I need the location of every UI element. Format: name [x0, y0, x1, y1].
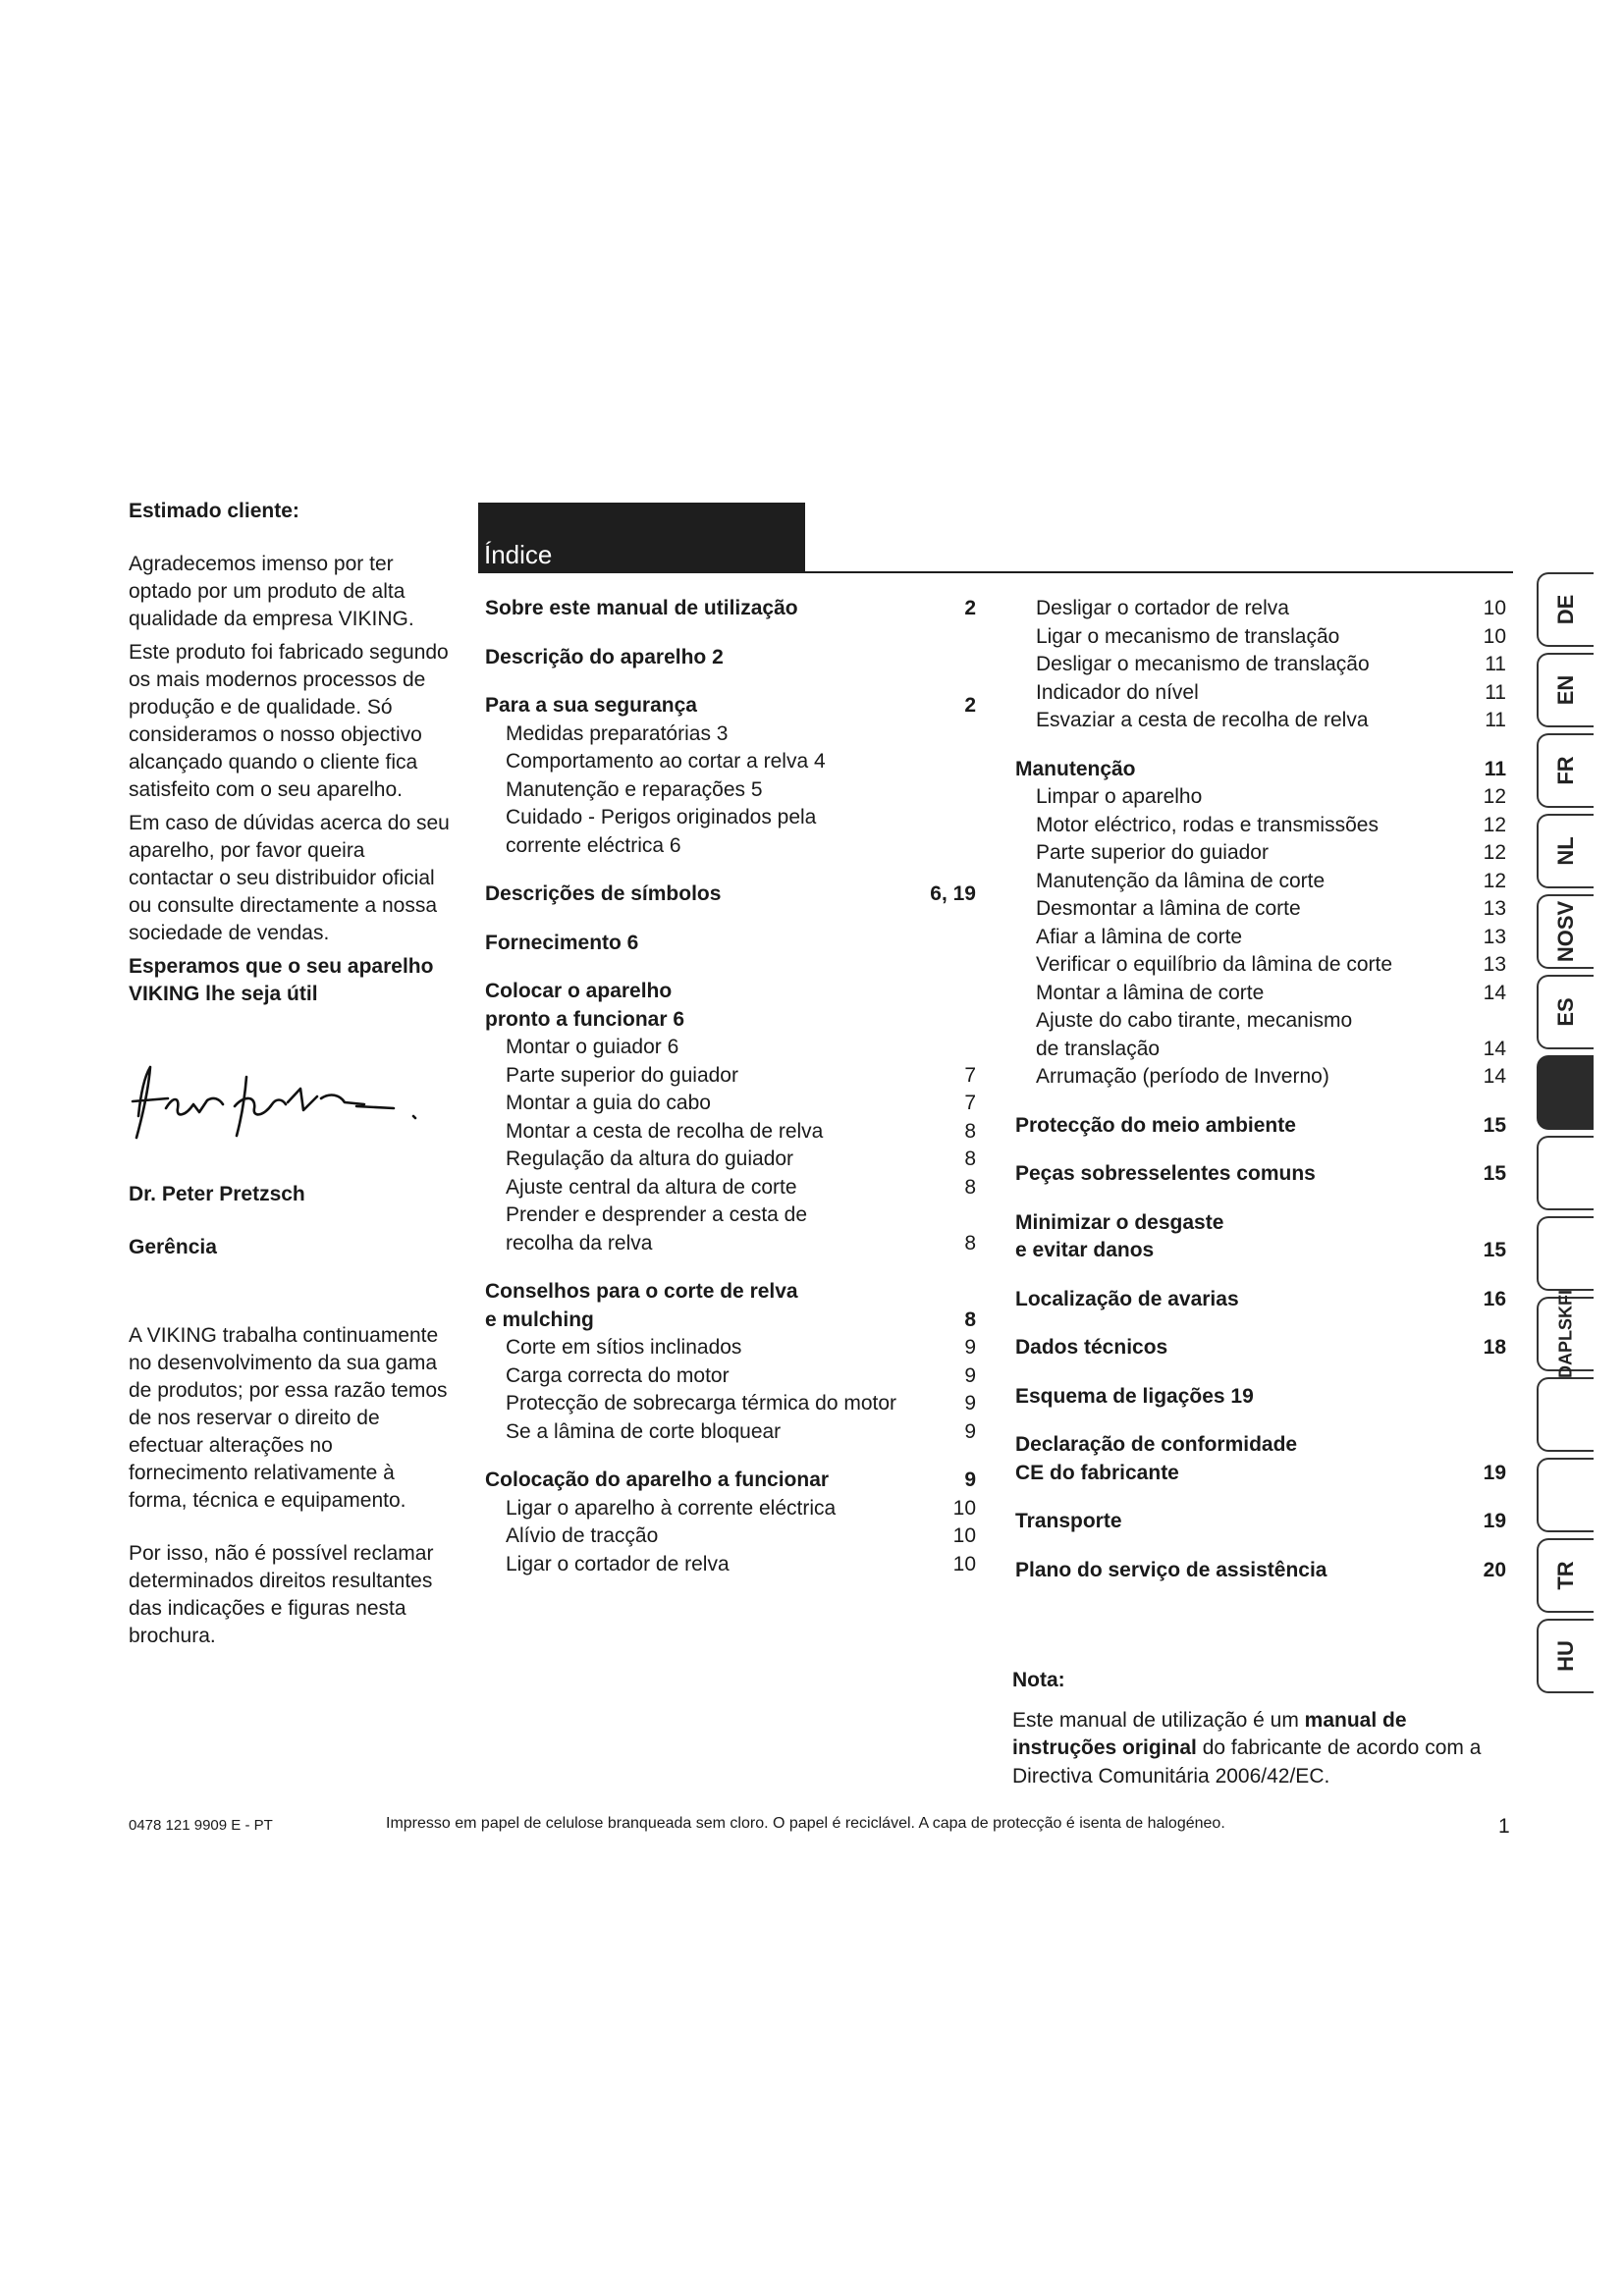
- toc-entry-label: Afiar a lâmina de corte: [1036, 925, 1243, 948]
- letter-paragraph-5: Por isso, não é possível reclamar determinados direitos resultantes das indicações e figuras nesta brochura.: [129, 1542, 434, 1647]
- toc-entry[interactable]: [1015, 1334, 1506, 1362]
- toc-entry-label: Desligar o mecanismo de translação: [1036, 653, 1370, 675]
- toc-entry-page: 11: [1485, 709, 1506, 731]
- toc-entry-page: 14: [1483, 981, 1506, 1004]
- toc-entry[interactable]: [1015, 1036, 1506, 1064]
- toc-entry-label: e mulching: [485, 1308, 594, 1331]
- toc-entry[interactable]: [485, 721, 976, 749]
- toc-entry-label: Sobre este manual de utilização: [485, 597, 798, 619]
- toc-entry[interactable]: [1015, 1007, 1506, 1036]
- toc-entry[interactable]: [485, 595, 976, 623]
- toc-entry[interactable]: [1015, 868, 1506, 896]
- toc-entry[interactable]: [1015, 951, 1506, 980]
- language-tab[interactable]: [1537, 572, 1594, 647]
- toc-entry-label: CE do fabricante: [1015, 1461, 1179, 1484]
- toc-entry-label: Desmontar a lâmina de corte: [1036, 897, 1301, 920]
- toc-entry[interactable]: [485, 1495, 976, 1523]
- toc-entry[interactable]: [1015, 1508, 1506, 1536]
- toc-entry-label: Plano do serviço de assistência: [1015, 1558, 1327, 1581]
- toc-entry-label: Ligar o aparelho à corrente eléctrica: [506, 1496, 837, 1520]
- toc-entry-label: Esquema de ligações 19: [1015, 1384, 1254, 1408]
- language-tab-label: EN: [1553, 674, 1578, 706]
- toc-entry[interactable]: [485, 832, 976, 861]
- toc-entry-page: 8: [964, 1148, 976, 1170]
- toc-entry-label: Colocação do aparelho a funcionar: [485, 1468, 830, 1491]
- toc-entry-label: Ligar o mecanismo de translação: [1036, 624, 1340, 648]
- toc-entry-page: 19: [1483, 1510, 1506, 1532]
- toc-entry[interactable]: [485, 1201, 976, 1230]
- toc-entry-label: corrente eléctrica 6: [506, 833, 681, 857]
- toc-entry[interactable]: [1015, 895, 1506, 924]
- toc-entry[interactable]: [1015, 1112, 1506, 1141]
- toc-entry[interactable]: [485, 1334, 976, 1362]
- toc-entry-label: Descrições de símbolos: [485, 882, 722, 905]
- index-rule: [478, 571, 1513, 573]
- toc-entry[interactable]: [1015, 980, 1506, 1008]
- toc-entry-page: 14: [1483, 1065, 1506, 1088]
- toc-entry[interactable]: [485, 1278, 976, 1307]
- toc-entry-label: Montar a guia do cabo: [506, 1092, 711, 1114]
- language-tab[interactable]: [1537, 1216, 1594, 1291]
- language-tab[interactable]: [1537, 1377, 1594, 1452]
- toc-entry[interactable]: [485, 1551, 976, 1579]
- toc-entry-label: Declaração de conformidade: [1015, 1433, 1298, 1456]
- toc-entry-label: Para a sua segurança: [485, 694, 697, 717]
- toc-entry[interactable]: [485, 748, 976, 776]
- toc-entry[interactable]: [485, 1362, 976, 1391]
- toc-entry-page: 9: [964, 1468, 976, 1491]
- toc-entry[interactable]: [485, 692, 976, 721]
- language-tab[interactable]: [1537, 653, 1594, 727]
- toc-entry[interactable]: [485, 1230, 976, 1258]
- toc-entry-label: Ligar o cortador de relva: [506, 1552, 730, 1575]
- toc-entry[interactable]: [1015, 1431, 1506, 1460]
- toc-entry-page: 13: [1483, 897, 1506, 920]
- toc-entry-page: 9: [964, 1336, 976, 1359]
- toc-entry-page: 8: [964, 1231, 976, 1255]
- toc-entry-label: Se a lâmina de corte bloquear: [506, 1419, 782, 1443]
- document-code: 0478 121 9909 E - PT: [129, 1817, 273, 1834]
- greeting: Estimado cliente:: [129, 500, 299, 522]
- language-tab-label: NOSV: [1553, 900, 1578, 963]
- toc-entry[interactable]: [1015, 651, 1506, 679]
- toc-entry[interactable]: [485, 978, 976, 1006]
- toc-entry-page: 15: [1483, 1239, 1506, 1261]
- toc-entry-page: 16: [1483, 1287, 1506, 1310]
- language-tab[interactable]: [1537, 1055, 1594, 1130]
- toc-entry-label: Protecção de sobrecarga térmica do motor: [506, 1392, 897, 1415]
- toc-entry[interactable]: [1015, 595, 1506, 623]
- toc-entry-label: Corte em sítios inclinados: [506, 1336, 742, 1359]
- toc-entry-page: 10: [1483, 624, 1506, 648]
- toc-entry-label: Esvaziar a cesta de recolha de relva: [1036, 709, 1369, 731]
- language-tab[interactable]: [1537, 733, 1594, 808]
- language-tab-label: TR: [1553, 1561, 1578, 1590]
- letter-paragraph-3: Em caso de dúvidas acerca do seu aparelho, por favor queira contactar o seu distribuidor oficial ou consulte directamente a nossa sociedade de vendas.: [129, 812, 450, 944]
- toc-entry-page: 8: [964, 1308, 976, 1331]
- toc-entry-page: 19: [1483, 1461, 1506, 1484]
- toc-entry[interactable]: [1015, 756, 1506, 784]
- toc-entry[interactable]: [1015, 1160, 1506, 1189]
- toc-entry-label: Localização de avarias: [1015, 1287, 1239, 1310]
- toc-entry-page: 6, 19: [930, 882, 976, 905]
- language-tab-label: HU: [1553, 1640, 1578, 1672]
- toc-entry[interactable]: [1015, 1286, 1506, 1314]
- toc-entry-label: Parte superior do guiador: [506, 1063, 738, 1087]
- language-tab[interactable]: [1537, 975, 1594, 1049]
- toc-entry-label: Parte superior do guiador: [1036, 841, 1269, 864]
- toc-entry[interactable]: [485, 1006, 976, 1035]
- toc-entry-label: Minimizar o desgaste: [1015, 1210, 1224, 1234]
- signature-image: [129, 1047, 462, 1146]
- toc-entry[interactable]: [1015, 1383, 1506, 1412]
- toc-entry-page: 11: [1485, 653, 1506, 675]
- toc-column-1: [485, 595, 976, 1578]
- letter-closing: Esperamos que o seu aparelho VIKING lhe seja útil: [129, 955, 434, 1005]
- intro-letter: [129, 498, 455, 1656]
- toc-entry[interactable]: [485, 1467, 976, 1495]
- toc-entry[interactable]: [485, 1062, 976, 1091]
- toc-entry-page: 13: [1483, 953, 1506, 976]
- toc-entry[interactable]: [1015, 1209, 1506, 1238]
- toc-column-2: [1015, 595, 1506, 1584]
- toc-entry-page: 10: [952, 1496, 976, 1520]
- toc-entry[interactable]: [1015, 1460, 1506, 1488]
- toc-entry[interactable]: [1015, 812, 1506, 840]
- toc-entry-label: e evitar danos: [1015, 1239, 1155, 1261]
- toc-entry[interactable]: [485, 881, 976, 909]
- toc-entry-label: Indicador do nível: [1036, 680, 1199, 704]
- toc-entry[interactable]: [485, 1118, 976, 1147]
- toc-entry[interactable]: [1015, 707, 1506, 735]
- toc-entry-page: 7: [964, 1092, 976, 1114]
- toc-entry[interactable]: [485, 1174, 976, 1202]
- toc-entry-label: Montar o guiador 6: [506, 1036, 679, 1058]
- toc-entry[interactable]: [485, 1307, 976, 1335]
- language-tab[interactable]: [1537, 814, 1594, 888]
- toc-entry-label: Transporte: [1015, 1510, 1122, 1532]
- toc-entry[interactable]: [485, 644, 976, 672]
- toc-entry[interactable]: [485, 776, 976, 805]
- toc-entry-page: 9: [964, 1363, 976, 1387]
- toc-entry[interactable]: [1015, 839, 1506, 868]
- toc-entry-label: pronto a funcionar 6: [485, 1007, 685, 1031]
- toc-entry[interactable]: [485, 1418, 976, 1447]
- toc-entry-label: de translação: [1036, 1037, 1161, 1060]
- toc-entry-label: Regulação da altura do guiador: [506, 1148, 794, 1170]
- toc-entry[interactable]: [1015, 924, 1506, 952]
- toc-entry-label: Montar a cesta de recolha de relva: [506, 1119, 824, 1143]
- toc-entry[interactable]: [485, 1146, 976, 1174]
- toc-entry-page: 10: [1483, 597, 1506, 619]
- toc-entry-page: 8: [964, 1175, 976, 1199]
- toc-entry[interactable]: [485, 804, 976, 832]
- toc-entry-label: Manutenção da lâmina de corte: [1036, 869, 1326, 892]
- toc-entry-page: 15: [1483, 1113, 1506, 1137]
- toc-entry-page: 7: [964, 1063, 976, 1087]
- toc-entry-label: Comportamento ao cortar a relva 4: [506, 750, 826, 773]
- toc-entry-page: 11: [1485, 680, 1506, 704]
- page-number: 1: [1498, 1815, 1510, 1838]
- language-tab[interactable]: [1537, 1290, 1594, 1378]
- toc-entry[interactable]: [485, 1034, 976, 1062]
- language-tab[interactable]: [1537, 1458, 1594, 1532]
- toc-entry-page: 8: [964, 1119, 976, 1143]
- letter-paragraph-2: Este produto foi fabricado segundo os mais modernos processos de produção e de qualidade. Só consideramos o nosso objectivo alcançado quando o cliente fica satisfeito com o seu aparelho.: [129, 641, 449, 801]
- toc-entry-label: Prender e desprender a cesta de: [506, 1203, 808, 1226]
- toc-entry-page: 20: [1483, 1558, 1506, 1581]
- toc-entry[interactable]: [1015, 623, 1506, 652]
- signer-name: Dr. Peter Pretzsch: [129, 1183, 305, 1205]
- index-heading-tab: [478, 503, 805, 573]
- footer-note: Impresso em papel de celulose branqueada sem cloro. O papel é reciclável. A capa de protecção é isenta de halogéneo.: [386, 1815, 1225, 1832]
- toc-entry-label: Peças sobresselentes comuns: [1015, 1162, 1316, 1185]
- toc-entry-page: 2: [964, 694, 976, 717]
- toc-entry[interactable]: [485, 1390, 976, 1418]
- toc-entry[interactable]: [1015, 1063, 1506, 1092]
- toc-entry-label: Verificar o equilíbrio da lâmina de corte: [1036, 953, 1393, 976]
- toc-entry-label: Desligar o cortador de relva: [1036, 597, 1289, 619]
- toc-entry[interactable]: [485, 1522, 976, 1551]
- toc-entry-label: Manutenção: [1015, 757, 1136, 780]
- toc-entry-page: 9: [964, 1419, 976, 1443]
- toc-entry-label: Protecção do meio ambiente: [1015, 1113, 1296, 1137]
- toc-entry-page: 10: [952, 1552, 976, 1575]
- toc-entry-page: 13: [1483, 925, 1506, 948]
- toc-entry-page: 12: [1483, 813, 1506, 836]
- toc-entry-page: 12: [1483, 841, 1506, 864]
- toc-entry-page: 14: [1483, 1037, 1506, 1060]
- language-tab-label: NL: [1553, 836, 1578, 866]
- toc-entry-label: Dados técnicos: [1015, 1336, 1168, 1359]
- language-tab[interactable]: [1537, 894, 1594, 969]
- index-title: Índice: [484, 540, 553, 569]
- signer-role: Gerência: [129, 1236, 217, 1258]
- toc-entry-label: Conselhos para o corte de relva: [485, 1280, 798, 1303]
- toc-entry-page: 15: [1483, 1162, 1506, 1185]
- toc-entry-label: Montar a lâmina de corte: [1036, 981, 1265, 1004]
- toc-entry-label: Carga correcta do motor: [506, 1363, 730, 1387]
- toc-entry-label: Colocar o aparelho: [485, 980, 673, 1002]
- language-tab-label: DAPLSKFI: [1555, 1290, 1576, 1378]
- language-tab[interactable]: [1537, 1538, 1594, 1613]
- toc-entry-page: 2: [964, 597, 976, 619]
- toc-entry-label: Descrição do aparelho 2: [485, 645, 724, 668]
- toc-entry-label: Medidas preparatórias 3: [506, 721, 729, 745]
- toc-entry-label: Cuidado - Perigos originados pela: [506, 806, 817, 828]
- toc-entry-label: Arrumação (período de Inverno): [1036, 1065, 1329, 1088]
- toc-entry-label: Ajuste do cabo tirante, mecanismo: [1036, 1009, 1353, 1032]
- language-tab[interactable]: [1537, 1619, 1594, 1693]
- note-box: [1012, 1667, 1503, 1790]
- toc-entry-page: 11: [1484, 757, 1506, 780]
- toc-entry-label: Limpar o aparelho: [1036, 785, 1203, 808]
- letter-paragraph-1: Agradecemos imenso por ter optado por um produto de alta qualidade da empresa VIKING.: [129, 553, 414, 630]
- language-tab[interactable]: [1537, 1136, 1594, 1210]
- toc-entry-page: 12: [1483, 869, 1506, 892]
- toc-entry[interactable]: [485, 930, 976, 958]
- toc-entry-label: Fornecimento 6: [485, 931, 639, 954]
- note-title: Nota:: [1012, 1669, 1065, 1691]
- toc-entry-label: Motor eléctrico, rodas e transmissões: [1036, 813, 1379, 836]
- toc-entry-label: Alívio de tracção: [506, 1524, 659, 1547]
- toc-entry[interactable]: [485, 1090, 976, 1118]
- toc-entry-page: 9: [964, 1392, 976, 1415]
- language-tab-label: DE: [1553, 594, 1578, 625]
- toc-entry-label: Manutenção e reparações 5: [506, 777, 763, 801]
- toc-entry[interactable]: [1015, 679, 1506, 708]
- toc-entry-page: 12: [1483, 785, 1506, 808]
- toc-entry[interactable]: [1015, 783, 1506, 812]
- language-tab-label: FR: [1553, 756, 1578, 785]
- note-text: Este manual de utilização é um manual de instruções original do fabricante de acordo com a Directiva Comunitária 2006/42/EC.: [1012, 1708, 1482, 1788]
- toc-entry-label: Ajuste central da altura de corte: [506, 1175, 797, 1199]
- toc-entry-page: 10: [952, 1524, 976, 1547]
- toc-entry[interactable]: [1015, 1237, 1506, 1265]
- toc-entry-label: recolha da relva: [506, 1231, 653, 1255]
- toc-entry-page: 18: [1483, 1336, 1506, 1359]
- letter-paragraph-4: A VIKING trabalha continuamente no desenvolvimento da sua gama de produtos; por essa razão temos de nos reservar o direito de efectuar alterações no fornecimento relativamente à forma, técnica e equipamento.: [129, 1324, 448, 1512]
- toc-entry[interactable]: [1015, 1557, 1506, 1585]
- language-tab-label: ES: [1553, 997, 1578, 1027]
